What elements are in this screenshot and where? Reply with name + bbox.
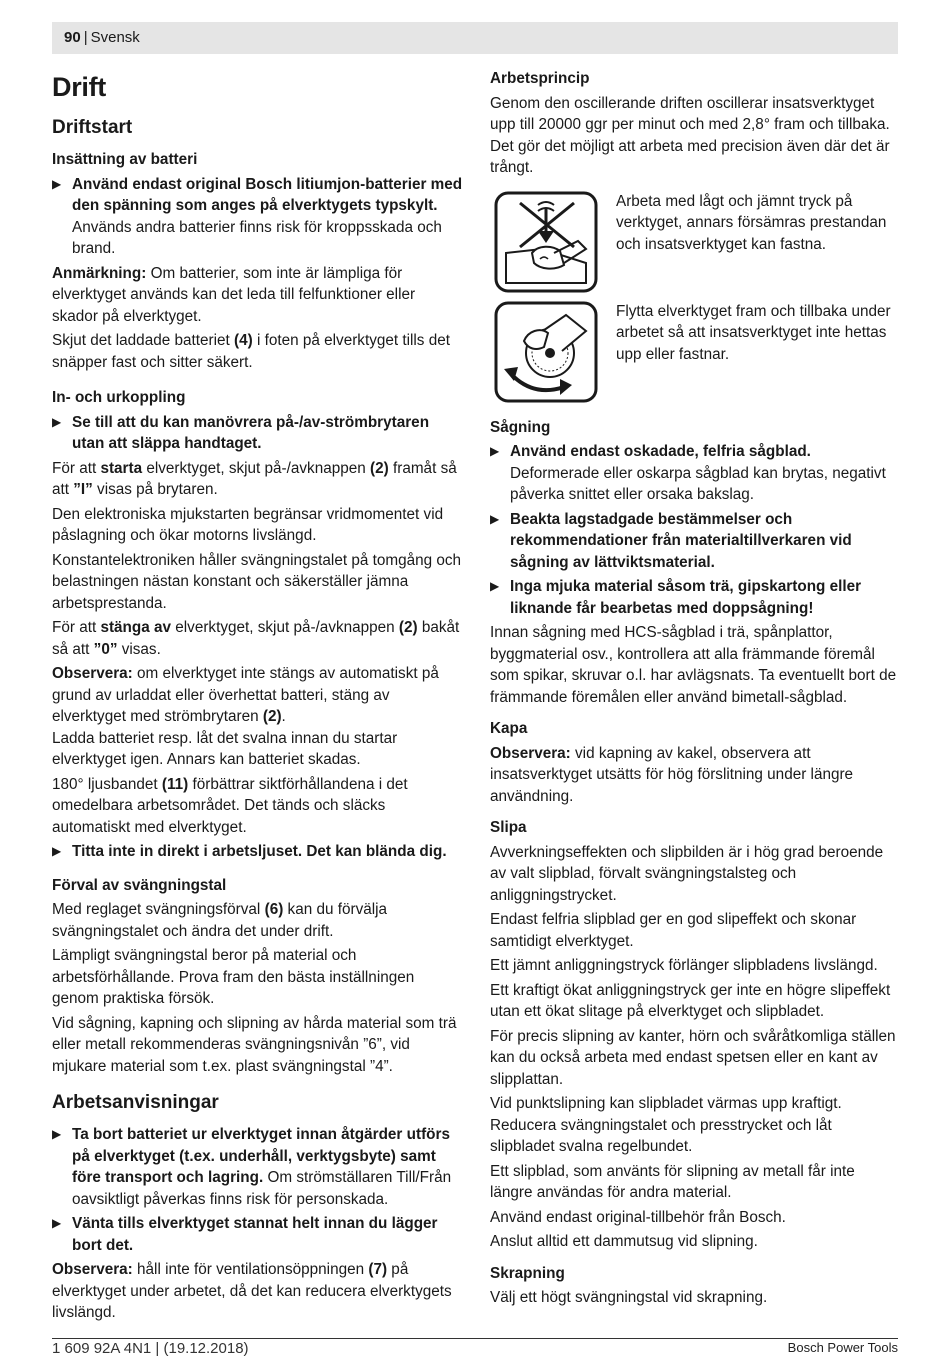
subheading-switching: In- och urkoppling [52, 389, 186, 406]
ventilation-label: Observera: [52, 1261, 133, 1278]
sanding-p2: Endast felfria slipblad ger en god slipeffekt och skonar samtidigt elverktyget. [490, 911, 857, 950]
remove-battery-bold: Ta bort batteriet ur elverktyget innan åtgärder utförs på elverktyget (t.ex. underhåll, verktygsbyte) samt före transport och lagring. [72, 1126, 450, 1186]
light-ref: (11) [161, 775, 189, 793]
subheading-sawing: Sågning [490, 418, 551, 436]
subheading-preselect: Förval av svängningstal [52, 876, 227, 894]
stop-text-c: bakåt så att [52, 619, 460, 658]
pressure-figure [494, 191, 600, 295]
header-language: Svensk [90, 29, 140, 46]
sawing-text: Innan sågning med HCS-sågblad i trä, spånplattor, byggmaterial osv., kontrollera att alla främmande föremål som spikar, skruvar o.l. har avlägsnats. Ta eventuellt bort de främmande föremålen eller använd bimetall-sågblad. [490, 624, 897, 706]
section-heading-instructions: Arbetsanvisningar [52, 1092, 219, 1113]
saw-blade-bullet [490, 441, 898, 506]
sanding-p3: Ett jämnt anliggningstryck förlänger slipbladens livslängd. [490, 957, 878, 974]
battery-insert-text-2: i foten på elverktyget tills det snäpper fast och sitter säkert. [52, 332, 450, 371]
subheading-principle: Arbetsprincip [490, 70, 590, 87]
header-separator: | [83, 29, 88, 46]
footer-rule [52, 1338, 898, 1339]
constant-paragraph: Konstantelektroniken håller svängningstalet på tomgång och belastningen nästan konstant och säkerställer jämna arbetsprestanda. [52, 551, 462, 612]
figure-row-pressure [490, 191, 898, 295]
remove-battery-rest: Om strömställaren Till/Från oavsiktligt påverkas finns risk för personskada. [72, 1169, 452, 1208]
stop-bold: stänga av [100, 619, 172, 636]
light-warning-bullet [52, 841, 464, 863]
cutting-paragraph [490, 743, 898, 808]
subheading-cutting: Kapa [490, 720, 528, 737]
header-text [64, 29, 140, 46]
observe-paragraph [52, 663, 464, 728]
regulations-bullet [490, 509, 898, 574]
regulations-text: Beakta lagstadgade bestämmelser och rekommendationer från materialtillverkaren vid sågning av lättviktsmaterial. [510, 510, 852, 571]
plunge-cut-bullet [490, 576, 898, 619]
battery-warning-rest: Används andra batterier finns risk för kroppsskada och brand. [72, 218, 442, 257]
saw-blade-rest: Deformerade eller oskarpa sågblad kan brytas, negativt påverka snittet eller orsaka bakslag. [510, 464, 886, 503]
battery-insert-text: Skjut det laddade batteriet [52, 332, 234, 349]
page-header [52, 22, 898, 54]
stop-paragraph [52, 617, 464, 660]
preselect-p1 [52, 899, 464, 942]
switch-bullet-text: Se till att du kan manövrera på-/av-strömbrytaren utan att släppa handtaget. [72, 413, 430, 452]
sanding-p9: Anslut alltid ett dammutsug vid slipning. [490, 1233, 758, 1250]
preselect-p1-a: Med reglaget svängningsförval [52, 901, 265, 918]
sanding-p4: Ett kraftigt ökat anliggningstryck ger inte en högre slipeffekt utan ett ökat slitage på elverktyget och slipbladet. [490, 981, 891, 1020]
preselect-p3: Vid sågning, kapning och slipning av hårda material som trä eller metall rekommenderas svängningsnivån ”6”, vid mjukare material som t.ex. plast svängningstal ”4”. [52, 1014, 457, 1075]
light-text-b: förbättrar siktförhållandena i det omedelbara arbetsområdet. Det tänds och släcks automatiskt med elverktyget. [52, 775, 408, 836]
subheading-sanding: Slipa [490, 819, 527, 836]
ventilation-paragraph [52, 1259, 464, 1324]
sanding-p6: Vid punktslipning kan slipbladet värmas upp kraftigt. Reducera svängningstalet och presstrycket och låt slipbladet svalna regelbundet. [490, 1095, 842, 1155]
soft-start-paragraph: Den elektroniska mjukstarten begränsar vridmomentet vid påslagning och ökar motorns livslängd. [52, 505, 444, 544]
sanding-p7: Ett slipblad, som använts för slipning av metall får inte längre användas för andra material. [490, 1162, 855, 1201]
plunge-cut-text: Inga mjuka material såsom trä, gipskartong eller liknande får bearbetas med doppsågning! [510, 578, 862, 617]
observe-text-a: om elverktyget inte stängs av automatiskt på grund av urladdat eller överhettat batteri, stäng av elverktyget med strömbrytaren [52, 665, 439, 725]
section-heading-driftstart: Driftstart [52, 117, 133, 138]
battery-note-label: Anmärkning: [52, 264, 147, 282]
battery-note-text: Om batterier, som inte är lämpliga för elverktyget används kan det leda till felfunktioner eller skador på elverktyget. [52, 264, 416, 325]
battery-insert [52, 330, 464, 373]
cutting-text: vid kapning av kakel, observera att insatsverktyget utsätts för hög förslitning under längre användning. [490, 744, 854, 805]
footer-brand: Bosch Power Tools [787, 1340, 898, 1355]
light-paragraph [52, 774, 464, 839]
ventilation-text-a: håll inte för ventilationsöppningen [132, 1261, 369, 1278]
start-bold: starta [100, 459, 143, 477]
start-text-b: elverktyget, skjut på-/avknappen [142, 459, 371, 477]
stop-text-b: elverktyget, skjut på-/avknappen [171, 619, 399, 636]
ventilation-ref: (7) [368, 1261, 388, 1278]
page-title: Drift [52, 72, 106, 102]
motion-figure-text: Flytta elverktyget fram och tillbaka under arbetet så att insatsverktyget inte hettas upp eller fastnar. [616, 302, 891, 363]
principle-text: Genom den oscillerande driften oscillerar insatsverktyget upp till 20000 ggr per minut och med 2,8° fram och tillbaka. Det gör det möjligt att arbeta med precision även där det är trångt. [490, 94, 890, 176]
preselect-p2: Lämpligt svängningstal beror på material och arbetsförhållande. Prova fram den bästa inställningen genom praktiska försök. [52, 947, 415, 1007]
cutting-label: Observera: [490, 744, 571, 762]
start-paragraph [52, 458, 464, 501]
start-text-a: För att [52, 459, 101, 477]
switch-bullet [52, 412, 464, 455]
light-text-a: 180° ljusbandet [52, 775, 162, 793]
observe-label: Observera: [52, 665, 133, 682]
motion-figure [494, 301, 600, 405]
low-pressure-illustration-icon [494, 191, 598, 293]
stop-symbol: ”0” [93, 640, 118, 658]
remove-battery-bullet [52, 1124, 464, 1210]
footer-document-id: 1 609 92A 4N1 | (19.12.2018) [52, 1340, 249, 1357]
light-warning-text: Titta inte in direkt i arbetsljuset. Det kan blända dig. [72, 843, 447, 860]
battery-warning-bullet [52, 174, 464, 260]
stop-text-a: För att [52, 619, 101, 636]
saw-blade-bold: Använd endast oskadade, felfria sågblad. [510, 443, 811, 460]
preselect-p1-b: kan du förvälja svängningstalet och ändra det under drift. [52, 901, 388, 940]
figure-row-motion [490, 301, 898, 405]
start-text-c: framåt så att [52, 459, 457, 498]
wait-bullet-text: Vänta tills elverktyget stannat helt innan du lägger bort det. [72, 1215, 438, 1254]
left-column [52, 60, 464, 1327]
subheading-battery: Insättning av batteri [52, 151, 198, 168]
preselect-p1-ref: (6) [264, 901, 284, 918]
wait-bullet [52, 1213, 464, 1256]
sanding-p1: Avverkningseffekten och slipbilden är i hög grad beroende av valt slipblad, förvalt svängningstalsteg och anliggningstrycket. [490, 843, 884, 904]
stop-ref: (2) [398, 619, 418, 636]
ventilation-text-b: på elverktyget under arbetet, då det kan reducera elverktygets livslängd. [52, 1261, 452, 1321]
sanding-p8: Använd endast original-tillbehör från Bosch. [490, 1208, 786, 1226]
observe-text-b: . [281, 708, 286, 725]
pressure-figure-text: Arbeta med lågt och jämnt tryck på verktyget, annars försämras prestandan och insatsverktyget kan fastna. [616, 192, 887, 253]
start-ref: (2) [370, 459, 389, 477]
start-symbol: ”I” [73, 481, 93, 498]
scraping-text: Välj ett högt svängningstal vid skrapning. [490, 1289, 768, 1306]
sanding-p5: För precis slipning av kanter, hörn och svåråtkomliga ställen kan du också arbeta med endast spetsen eller en kant av slipplattan. [490, 1027, 896, 1088]
battery-insert-ref: (4) [234, 332, 253, 349]
battery-note [52, 263, 464, 328]
stop-text-d: visas. [117, 640, 161, 658]
right-column [490, 60, 898, 1312]
page-number: 90 [64, 29, 81, 46]
battery-warning-bold: Använd endast original Bosch litiumjon-batterier med den spänning som anges på elverktygets typskylt. [72, 175, 463, 214]
back-forth-motion-illustration-icon [494, 301, 598, 403]
subheading-scraping: Skrapning [490, 1264, 565, 1282]
start-text-d: visas på brytaren. [92, 481, 218, 498]
observe-ref: (2) [262, 708, 282, 725]
charge-paragraph: Ladda batteriet resp. låt det svalna innan du startar elverktyget igen. Annars kan batteriet skadas. [52, 729, 398, 768]
